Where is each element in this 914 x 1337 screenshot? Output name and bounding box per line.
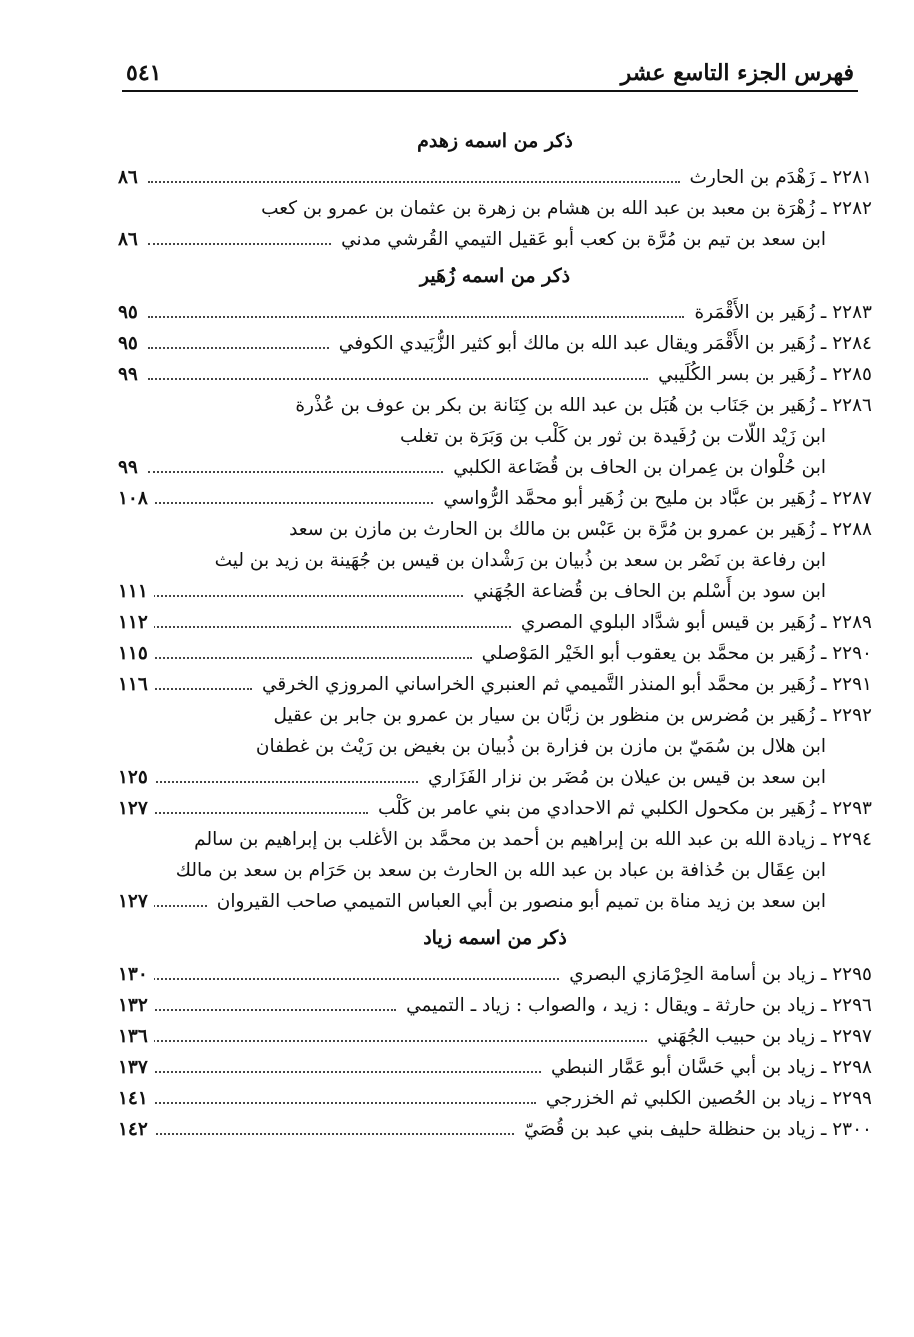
index-entry [118, 297, 872, 328]
index-entry [118, 576, 872, 607]
index-entry [118, 886, 872, 917]
entry-page-number: ٨٦ [118, 162, 144, 193]
index-entry [118, 700, 872, 731]
entry-text: ٢٢٨١ ـ زَهْدَم بن الحارث [684, 167, 872, 188]
entry-text: ٢٢٨٦ ـ زُهَير بن جَنَاب بن هُبَل بن عبد الله بن كِنَانة بن بكر بن عوف بن عُذْرة [289, 395, 872, 416]
index-entry [118, 452, 872, 483]
entry-page-number: ٩٥ [118, 328, 144, 359]
entry-page-number: ١٣٧ [118, 1052, 154, 1083]
dot-leader [148, 1040, 647, 1042]
entry-page-number: ١٣٠ [118, 959, 154, 990]
entry-text: ٢٢٨٥ ـ زُهَير بن بسر الكُلَيبي [652, 364, 872, 385]
entry-page-number: ١١١ [118, 576, 154, 607]
index-entry [118, 545, 872, 576]
entry-page-number: ١٤٢ [118, 1114, 154, 1145]
entry-page-number: ١٢٧ [118, 886, 154, 917]
dot-leader [148, 243, 331, 245]
entry-page-number: ١٢٧ [118, 793, 154, 824]
page-number: ٥٤١ [126, 60, 162, 86]
entry-page-number: ٩٥ [118, 297, 144, 328]
entry-page-number: ١١٥ [118, 638, 154, 669]
running-title: فهرس الجزء التاسع عشر [620, 60, 854, 86]
entry-text: ٢٢٨٤ ـ زُهَير بن الأَقْمَر ويقال عبد الله بن مالك أبو كثير الزُّبَيدي الكوفي [333, 333, 872, 354]
entry-text: ٢٢٨٩ ـ زُهَير بن قيس أبو شدَّاد البلوي المصري [515, 612, 872, 633]
entry-page-number: ١٠٨ [118, 483, 154, 514]
index-entry [118, 193, 872, 224]
index-entry [118, 1114, 872, 1145]
dot-leader [148, 347, 329, 349]
index-entry [118, 1083, 872, 1114]
entry-text: ابن زَيْد اللّات بن رُفَيدة بن ثور بن كَلْب بن وَبَرَة بن تغلب [394, 426, 826, 447]
entry-text: ٢٢٩٢ ـ زُهَير بن مُضرس بن منظور بن زبَّان بن سيار بن عمرو بن جابر بن عقيل [267, 705, 872, 726]
index-entry [118, 731, 872, 762]
entry-text: ٢٢٩١ ـ زُهَير بن محمَّد أبو المنذر التَّميمي ثم العنبري الخراساني المروزي الخرقي [256, 674, 872, 695]
index-entry [118, 793, 872, 824]
dot-leader [148, 812, 368, 814]
index-entry [118, 1052, 872, 1083]
dot-leader [148, 471, 443, 473]
section-title: ذكر من اسمه زياد [423, 927, 567, 949]
index-entry [118, 1021, 872, 1052]
entry-text: ٢٢٩٩ ـ زياد بن الحُصين الكلبي ثم الخزرجي [540, 1088, 872, 1109]
dot-leader [148, 688, 252, 690]
dot-leader [148, 502, 433, 504]
header-rule [122, 90, 858, 92]
entry-page-number: ٩٩ [118, 452, 144, 483]
dot-leader [148, 181, 680, 183]
index-entry [118, 162, 872, 193]
index-entry [118, 421, 872, 452]
entry-text: ٢٣٠٠ ـ زياد بن حنظلة حليف بني عبد بن قُصَيّ [518, 1119, 872, 1140]
page-header [122, 52, 858, 92]
entry-page-number: ١٣٢ [118, 990, 154, 1021]
index-entry [118, 762, 872, 793]
index-entry [118, 514, 872, 545]
entry-text: ابن سود بن أَسْلم بن الحاف بن قُضاعة الجُهَني [467, 581, 826, 602]
entry-text: ابن حُلْوان بن عِمران بن الحاف بن قُضَاعة الكلبي [447, 457, 826, 478]
dot-leader [148, 1133, 514, 1135]
dot-leader [148, 316, 684, 318]
index-entry [118, 669, 872, 700]
index-entry [118, 855, 872, 886]
entry-text: ابن عِقَال بن حُذافة بن عباد بن عبد الله بن الحارث بن سعد بن حَرَام بن سعد بن مالك [170, 860, 826, 881]
index-entry [118, 607, 872, 638]
dot-leader [148, 1102, 536, 1104]
index-entry [118, 483, 872, 514]
index-entry [118, 990, 872, 1021]
entry-text: ابن سعد بن تيم بن مُرَّة بن كعب أبو عَقيل التيمي القُرشي مدني [335, 229, 826, 250]
index-entry [118, 824, 872, 855]
index-entry [118, 328, 872, 359]
entry-text: ٢٢٨٧ ـ زُهَير بن عبَّاد بن مليح بن زُهَير أبو محمَّد الرُّواسي [437, 488, 872, 509]
section-title: ذكر من اسمه زُهَير [419, 265, 571, 287]
index-entry [118, 390, 872, 421]
entry-page-number: ١١٢ [118, 607, 154, 638]
entry-text: ابن رفاعة بن نَصْر بن سعد بن ذُبيان بن رَشْدان بن قيس بن جُهَينة بن زيد بن ليث [209, 550, 826, 571]
dot-leader [148, 626, 511, 628]
entry-page-number: ١١٦ [118, 669, 154, 700]
entry-text: ابن هلال بن سُمَيّ بن مازن بن فزارة بن ذُبيان بن بغيض بن رَيْث بن غطفان [250, 736, 826, 757]
dot-leader [148, 378, 648, 380]
dot-leader [148, 1071, 541, 1073]
dot-leader [148, 781, 418, 783]
entry-text: ٢٢٩٥ ـ زياد بن أسامة الحِرْمَازي البصري [563, 964, 872, 985]
index-entry [118, 359, 872, 390]
entry-page-number: ١٢٥ [118, 762, 154, 793]
entry-text: ٢٢٨٢ ـ زُهْرَة بن معبد بن عبد الله بن هشام بن زهرة بن عثمان بن عمرو بن كعب [255, 198, 872, 219]
entry-text: ٢٢٩٠ ـ زُهَير بن محمَّد بن يعقوب أبو الخَيْر المَوْصلي [476, 643, 872, 664]
entry-text: ٢٢٨٣ ـ زُهَير بن الأَقْمَرة [688, 302, 872, 323]
entry-text: ٢٢٩٣ ـ زُهَير بن مكحول الكلبي ثم الاحدادي من بني عامر بن كَلْب [372, 798, 872, 819]
entry-text: ابن سعد بن قيس بن عيلان بن مُضَر بن نزار الفَزَاري [422, 767, 826, 788]
dot-leader [148, 595, 463, 597]
entry-text: ٢٢٩٨ ـ زياد بن أبي حَسَّان أبو عَمَّار النبطي [545, 1057, 872, 1078]
dot-leader [148, 978, 559, 980]
entry-page-number: ٩٩ [118, 359, 144, 390]
dot-leader [148, 905, 207, 907]
index-entry [118, 638, 872, 669]
entry-text: ٢٢٩٤ ـ زيادة الله بن عبد الله بن إبراهيم بن أحمد بن محمَّد بن الأغلب بن إبراهيم بن سالم [188, 829, 872, 850]
dot-leader [148, 657, 472, 659]
entry-text: ابن سعد بن زيد مناة بن تميم أبو منصور بن أبي العباس التميمي صاحب القيروان [211, 891, 826, 912]
entry-text: ٢٢٨٨ ـ زُهَير بن عمرو بن مُرَّة بن عَبْس بن مالك بن الحارث بن مازن بن سعد [283, 519, 872, 540]
entry-text: ٢٢٩٦ ـ زياد بن حارثة ـ ويقال : زيد ، والصواب : زياد ـ التميمي [400, 995, 872, 1016]
index-content [118, 120, 872, 1145]
section-title: ذكر من اسمه زهدم [417, 130, 573, 152]
index-entry [118, 224, 872, 255]
entry-page-number: ١٤١ [118, 1083, 154, 1114]
entry-text: ٢٢٩٧ ـ زياد بن حبيب الجُهَني [651, 1026, 872, 1047]
entry-page-number: ٨٦ [118, 224, 144, 255]
index-entry [118, 959, 872, 990]
entry-page-number: ١٣٦ [118, 1021, 154, 1052]
dot-leader [148, 1009, 396, 1011]
